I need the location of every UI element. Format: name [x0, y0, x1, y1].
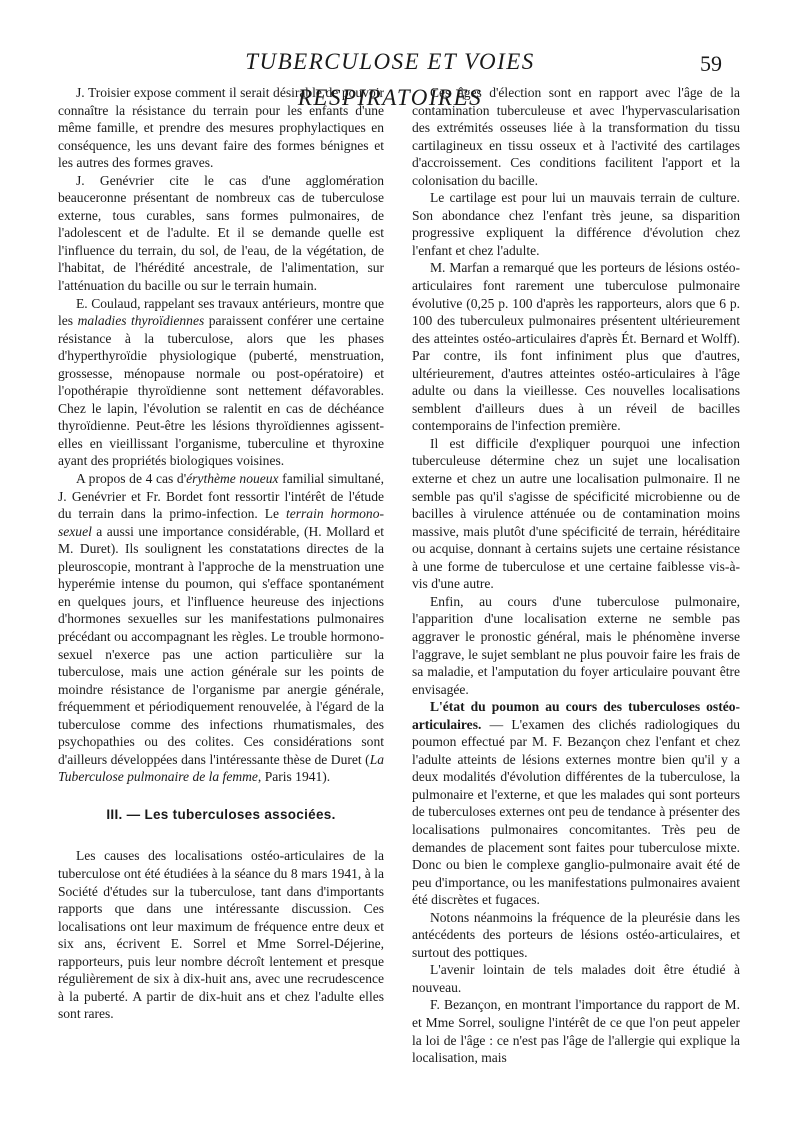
paragraph: Le cartilage est pour lui un mauvais terrain de culture. Son abondance chez l'enfant très jeune, sa disparition progressive expliquent la différence d'évolution chez l'enfant et chez l'adulte. [412, 190, 740, 258]
paragraph: J. Genévrier cite le cas d'une agglomération beauceronne présentant de nombreux cas de tuberculose externe, tous curables, sans formes pulmonaires, de l'adolescent et de l'adulte. Et il se demande quelle est l'influence du terrain, du sol, de l'eau, de la végétation, de l'habitat, de l'hérédité ancestrale, de l'alimentation, sur l'atténuation du bacille ou sur le terrain humain. [58, 172, 384, 294]
running-title: TUBERCULOSE ET VOIES RESPIRATOIRES [245, 49, 535, 110]
section-heading: III. — Les tuberculoses associées. [106, 806, 336, 822]
paragraph: M. Marfan a remarqué que les porteurs de lésions ostéo-articulaires font rarement une tuberculose pulmonaire évolutive (0,25 p. 100 d'après les rapporteurs, alors que 6 p. 100 des tuberculeux pulmonaires présentent ultérieurement des atteintes ostéo-articulaires d'après Ét. Bernard et Wolff). Par contre, ils font infiniment plus que d'autres, ultérieurement, d'autres atteintes ostéo-articulaires à l'âge adulte ou dans la vieillesse. Ces nouvelles localisations semblent d'ailleurs dues à un réveil de bacilles contemporains de l'infection première. [412, 260, 740, 434]
text-run: A propos de 4 cas d' [76, 471, 187, 487]
text-run: familial simultané, J. Genévrier et Fr. Bordet font ressortir l'intérêt de l'étude du terrain dans la primo-infection. Le [58, 471, 384, 522]
text-run: — L'examen des clichés radiologiques du poumon effectué par M. F. Bezançon chez l'enfant et chez l'adulte atteints de lésions externes montre bien qu'il y a deux modalités d'évolution différentes de la tuberculose, la pulmonaire et l'externe, et que les malades qui sont porteurs de tuberculoses externes ont peu de tendance à présenter des localisations pulmonaires concomitantes. Très peu de demandes de placement sont faites pour tuberculose mixte. Donc ou bien le complexe ganglio-pulmonaire avait été de peu d'importance, ou les manifestations pulmonaires avaient été discrètes et fugaces. [412, 716, 740, 908]
right-column [412, 84, 740, 1067]
paragraph: L'avenir lointain de tels malades doit être étudié à nouveau. [412, 962, 740, 995]
italic-title: La Tuberculose pulmonaire de la femme [58, 751, 384, 785]
paragraph: Les causes des localisations ostéo-articulaires de la tuberculose ont été étudiées à la séance du 8 mars 1941, à la Société d'études sur la tuberculose, tant dans d'importants rapports que dans une intéressante discussion. Ces localisations ont leur maximum de fréquence entre deux et six ans, écrivent E. Sorrel et Mme Sorrel-Déjerine, rapporteurs, puis leur nombre décroît lentement et presque régulièrement de six à dix-huit ans, avec une recrudescence à la puberté. A partir de dix-huit ans et chez l'adulte elles sont rares. [58, 848, 384, 1022]
paragraph: Il est difficile d'expliquer pourquoi une infection tuberculeuse détermine chez un sujet une localisation externe et chez un autre une localisation pulmonaire. Il ne semble pas qu'il s'agisse de spécificité microbienne ou de bacilles à virulence atténuée ou de contamination moins massive, mais plutôt d'une spécificité de terrain, héréditaire ou acquise, donnant à certains sujets une certaine résistance à une forme de tuberculose et une certaine faiblesse vis-à-vis d'une autre. [412, 435, 740, 592]
italic-term: maladies thyroïdiennes [77, 313, 205, 329]
text-run: E. Coulaud, rappelant ses travaux antérieurs, montre que les [58, 295, 384, 329]
text-run: a aussi une importance considérable, (H. Mollard et M. Duret). Ils soulignent les constatations directes de la pleuroscopie, montrant à l'approche de la menstruation une hyperémie intense du poumon, qui s'efface spontanément en quelques jours, et l'influence heureuse des injections d'hormones sexuelles sur les manifestations pulmonaires précédant ou accompagnant les règles. Le trouble hormono-sexuel n'exerce pas une action particulière sur la tuberculose, mais une action générale sur les points de moindre résistance de l'organisme par anergie générale, fréquemment et périodiquement renouvelée, à l'égard de la tuberculose comme des infections rhumatismales, des psychopathies ou des colites. Ces considérations sont d'ailleurs développées dans l'intéressante thèse de Duret ( [58, 523, 384, 767]
paragraph [58, 295, 384, 470]
italic-term: terrain hormono-sexuel [58, 506, 384, 539]
paragraph: Ces âges d'élection sont en rapport avec l'âge de la contamination tuberculeuse et avec l'hypervascularisation des extrémités osseuses liée à la transformation du tissu cartilagineux en tissu osseux et à l'activité des cartilages d'accroissement. Ces conditions facilitent l'apport et la colonisation du bacille. [412, 85, 740, 188]
paragraph [412, 698, 740, 909]
text-run: paraissent conférer une certaine résistance à la tuberculose, alors que les phases d'hyperthyroïdie physiologique (puberté, menstruation, grossesse, ménopause normale ou post-opératoire) et l'opothérapie thyroïdienne sont nettement défavorables. Chez le lapin, l'évolution se ralentit en cas de déchéance thyroïdienne. Peut-être les lésions thyroïdiennes agissent-elles en vieillissant l'organisme, tuberculine et thyroxine ayant des propriétés biologiques voisines. [58, 313, 384, 469]
paragraph: F. Bezançon, en montrant l'importance du rapport de M. et Mme Sorrel, souligne l'intérêt de ce que l'on peut appeler la loi de l'âge : ce n'est pas l'âge de l'allergie qui explique la localisation, mais [412, 997, 740, 1066]
paragraph: Notons néanmoins la fréquence de la pleurésie dans les antécédents des porteurs de lésions ostéo-articulaires, et surtout des pottiques. [412, 909, 740, 960]
paragraph [58, 470, 384, 786]
italic-term: érythème noueux [186, 471, 279, 487]
page-header [0, 44, 800, 110]
left-column [58, 84, 384, 1023]
bold-subheading: L'état du poumon au cours des tuberculoses ostéo-articulaires. [412, 699, 740, 732]
paragraph: J. Troisier expose comment il serait désirable de pouvoir connaître la résistance du terrain pour les enfants d'une même famille, et prendre des mesures prophylactiques en conséquence, les uns devant faire des formes bénignes et les autres des formes graves. [58, 85, 384, 171]
paragraph: Enfin, au cours d'une tuberculose pulmonaire, l'apparition d'une localisation externe ne semble pas aggraver le pronostic général, mais le phénomène inverse l'aggrave, le sujet semblant ne plus pouvoir faire les frais de sa maladie, et l'amputation du foyer articulaire pouvant être envisagée. [412, 593, 740, 697]
page-number: 59 [700, 51, 722, 76]
text-run: , Paris 1941). [257, 769, 331, 785]
